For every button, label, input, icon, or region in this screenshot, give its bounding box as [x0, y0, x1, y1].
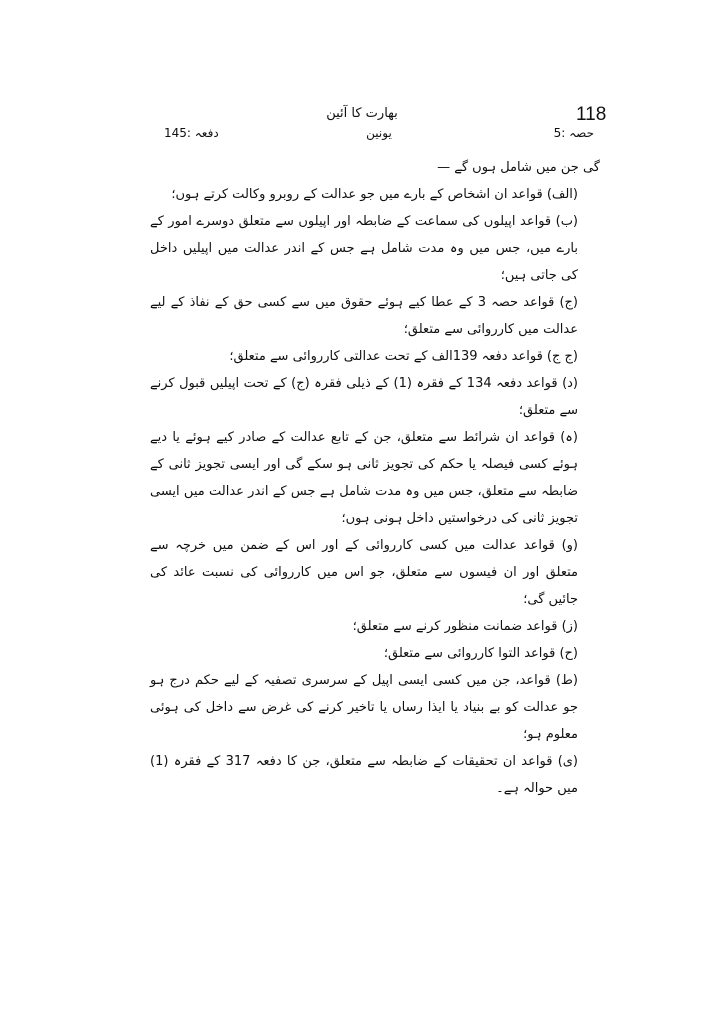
page-number: 118 [576, 104, 607, 125]
clause-jeem-jeem: (ج ج) قواعد دفعہ 139الف کے تحت عدالتی کارروائی سے متعلق؛ [229, 349, 578, 364]
clause-toe: (ط) قواعد، جن میں کسی ایسی اپیل کے سرسری تصفیہ کے لیے حکم درج ہو جو عدالت کو بے بنیاد یا ایذا رساں یا تاخیر کرنے کی غرض سے داخل کی ہوئی معلوم ہو؛ [150, 673, 578, 742]
clause-be: (ب) قواعد اپیلوں کی سماعت کے ضابطہ اور اپیلوں سے متعلق دوسرے امور کے بارے میں، جس میں وہ مدت شامل ہے جس کے اندر عدالت میں اپیلیں داخل کی جاتی ہیں؛ [150, 214, 578, 283]
clause-ze: (ز) قواعد ضمانت منظور کرنے سے متعلق؛ [352, 619, 578, 634]
running-header-subline [164, 126, 594, 146]
paragraph-continuation: گی جن میں شامل ہوں گے — [437, 160, 600, 175]
clause-he: (ہ) قواعد ان شرائط سے متعلق، جن کے تابع عدالت کے صادر کیے ہوئے یا دیے ہوئے کسی فیصلہ یا حکم کی تجویز ثانی ہو سکے گی اور ایسی تجویز ثانی کے ضابطہ سے متعلق، جس میں وہ مدت شامل ہے جس کے اندر عدالت میں ایسی تجویز ثانی کی درخواستیں داخل ہونی ہوں؛ [150, 430, 578, 526]
clause-dal: (د) قواعد دفعہ 134 کے فقرہ (1) کے ذیلی فقرہ (ج) کے تحت اپیلیں قبول کرنے سے متعلق؛ [150, 376, 579, 418]
header-part: حصہ :5 [553, 126, 594, 140]
clause-ye: (ی) قواعد ان تحقیقات کے ضابطہ سے متعلق، جن کا دفعہ 317 کے فقرہ (1) میں حوالہ ہے۔ [150, 754, 579, 796]
header-article: دفعہ :145 [164, 126, 219, 140]
clause-alif: (الف) قواعد ان اشخاص کے بارے میں جو عدالت کے روبرو وکالت کرتے ہوں؛ [171, 187, 578, 202]
running-header-title: بھارت کا آئین [326, 106, 398, 121]
body-text [150, 154, 600, 802]
clause-jeem: (ج) قواعد حصہ 3 کے عطا کیے ہوئے حقوق میں سے کسی حق کے نفاذ کے لیے عدالت میں کارروائی سے متعلق؛ [150, 295, 578, 337]
header-union: یونین [366, 126, 392, 140]
clause-he-hutti: (ح) قواعد التوا کارروائی سے متعلق؛ [383, 646, 578, 661]
clause-wao: (و) قواعد عدالت میں کسی کارروائی کے اور اس کے ضمن میں خرچہ سے متعلق اور ان فیسوں سے متعلق، جو اس میں کارروائی کی نسبت عائد کی جائیں گی؛ [150, 538, 578, 607]
